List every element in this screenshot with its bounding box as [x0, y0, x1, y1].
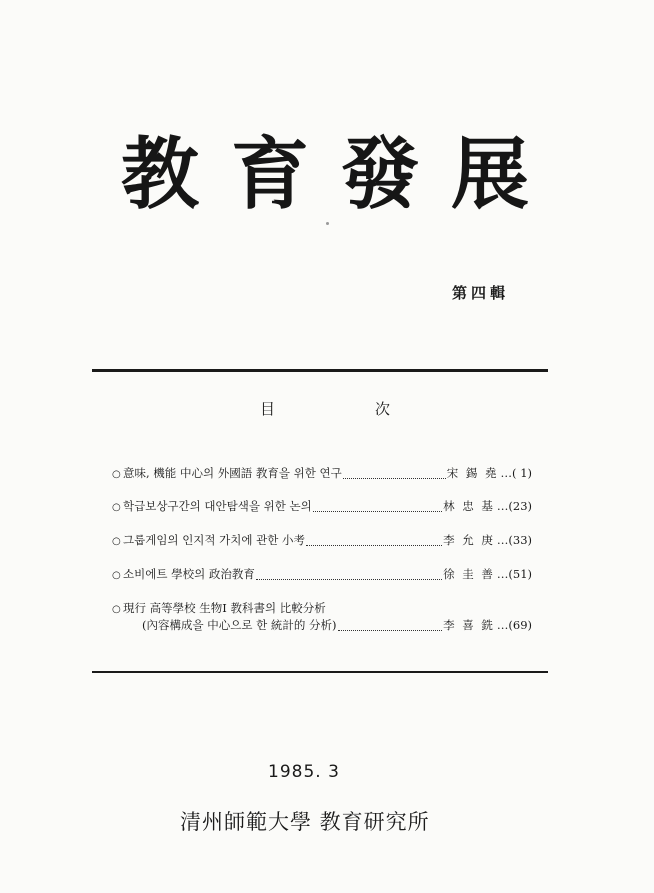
- toc-entry-title: 意味, 機能 中心의 外國語 教育을 위한 연구: [123, 466, 342, 480]
- dot-leader: [313, 501, 442, 512]
- toc-entry-title: 그룹게임의 인지적 가치에 관한 小考: [123, 533, 306, 547]
- dot-leader: [338, 620, 443, 631]
- toc-heading-char: 目: [260, 400, 276, 418]
- toc-entry-page: …(69): [496, 618, 532, 632]
- toc-entry-page: …( 1): [500, 466, 532, 480]
- title-char: 育: [230, 129, 309, 220]
- toc-entry-author: 徐 圭 善: [443, 567, 495, 581]
- bottom-divider: [92, 671, 548, 673]
- toc-entry-title: 現行 高等學校 生物Ⅰ 教科書의 比較分析: [123, 601, 326, 615]
- title-char: 發: [340, 129, 419, 220]
- toc-entry-page: …(51): [496, 567, 532, 581]
- toc-entry-page: …(33): [496, 533, 532, 547]
- toc-entry: [112, 566, 532, 582]
- toc-entry-author: 李 喜 銑: [443, 618, 495, 632]
- toc-entry: [112, 600, 532, 616]
- toc-entry-page: …(23): [496, 499, 532, 513]
- toc-entry: [112, 498, 532, 514]
- dot-leader: [343, 468, 446, 479]
- journal-title: [110, 118, 540, 218]
- title-char: 教: [120, 129, 199, 220]
- bullet-icon: ○: [112, 469, 121, 480]
- bullet-icon: ○: [112, 502, 121, 513]
- dot-leader: [256, 569, 442, 580]
- dot-leader: [306, 535, 442, 546]
- bullet-icon: ○: [112, 536, 121, 547]
- toc-entry-title: 소비에트 學校의 政治教育: [123, 567, 255, 581]
- top-divider: [92, 369, 548, 372]
- toc-heading: [260, 398, 390, 419]
- toc-entry-subtitle: (內容構成을 中心으로 한 統計的 分析): [142, 618, 337, 632]
- print-speck: [326, 222, 329, 225]
- toc-entry-author: 宋 錫 堯: [446, 466, 499, 480]
- bullet-icon: ○: [112, 604, 121, 615]
- toc-heading-char: 次: [374, 400, 390, 418]
- toc-entry-title: 학급보상구간의 대안탐색을 위한 논의: [123, 499, 312, 513]
- toc-entry: [112, 532, 532, 548]
- title-char: 展: [450, 129, 529, 220]
- publication-date: 1985. 3: [268, 762, 340, 782]
- bullet-icon: ○: [112, 570, 121, 581]
- toc-entry-author: 林 忠 基: [443, 499, 495, 513]
- toc-entry: [112, 465, 532, 481]
- toc-entry-author: 李 允 庚: [443, 533, 495, 547]
- publisher-name: 清州師範大學 教育研究所: [180, 810, 430, 834]
- volume-number: 第四輯: [452, 284, 510, 302]
- toc-entry-continuation: [112, 617, 532, 633]
